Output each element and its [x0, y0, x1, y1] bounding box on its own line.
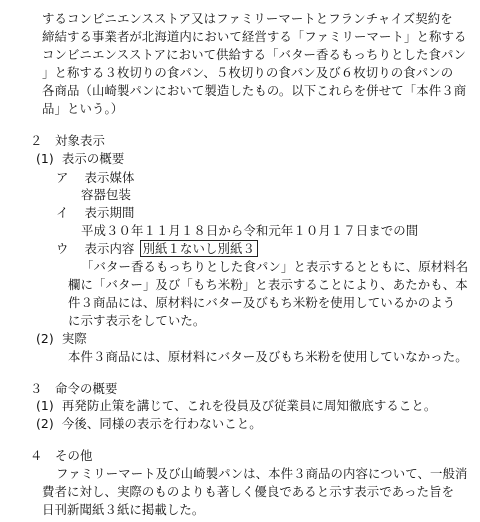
subsection-2-2-heading: [36, 331, 87, 347]
item-a-value: 容器包装: [81, 187, 131, 203]
item-i-heading: [56, 205, 135, 221]
subsection-2-1-title: 表示の概要: [61, 150, 125, 166]
subsection-2-1-label: (1): [36, 150, 54, 166]
item-u-title: 表示内容: [84, 241, 135, 257]
item-u-text-line-2: 欄に「バター」及び「もち米粉」と表示することにより、あたかも、本: [68, 276, 468, 292]
section-3-item-2-text: 今後、同様の表示を行わないこと。: [61, 416, 262, 432]
section-3-heading: ３ 命令の概要: [30, 380, 118, 396]
intro-line-5: 各商品（山崎製パンにおいて製造したもの。以下これらを併せて「本件３商: [42, 82, 467, 98]
subsection-2-2-label: (2): [36, 330, 54, 346]
item-u-boxed-reference: 別紙１ないし別紙３: [140, 240, 258, 257]
item-u-heading: [56, 241, 258, 257]
item-i-title: 表示期間: [84, 205, 135, 221]
subsection-2-2-title: 実際: [61, 330, 87, 346]
intro-line-6: 品」という。）: [42, 100, 124, 116]
intro-line-1: するコンビニエンスストア又はファミリーマートとフランチャイズ契約を: [42, 11, 453, 27]
section-3-item-1-text: 再発防止策を講じて、これを役員及び従業員に周知徹底すること。: [61, 398, 437, 414]
intro-line-4: 」と称する３枚切りの食パン、５枚切りの食パン及び６枚切りの食パンの: [42, 65, 454, 80]
item-u-text-line-4: に示す表示をしていた。: [68, 312, 206, 328]
section-4-line-1: ファミリーマート及び山崎製パンは、本件３商品の内容について、一般消: [56, 466, 468, 482]
item-i-value: 平成３０年１１月１８日から令和元年１０月１７日までの間: [81, 223, 419, 239]
subsection-2-1-heading: [36, 151, 124, 167]
section-3-item-1: [36, 398, 436, 414]
item-u-label: ウ: [56, 241, 69, 257]
item-u-text-line-3: 件３商品には、原材料にバター及びもち米粉を使用しているかのよう: [68, 294, 456, 310]
section-3-item-2-label: (2): [36, 416, 54, 432]
item-a-title: 表示媒体: [84, 169, 135, 185]
item-u-text-line-1: 「バター香るもっちりとした食パン」と表示するとともに、原材料名: [81, 259, 469, 274]
intro-line-3: コンビニエンスストアにおいて供給する「バター香るもっちりとした食パン: [42, 47, 466, 63]
section-3-item-2: [36, 416, 262, 432]
section-4-line-3: 日刊新聞紙３紙に掲載した。: [42, 502, 205, 517]
item-a-label: ア: [56, 169, 69, 185]
section-2-heading: ２ 対象表示: [30, 132, 105, 148]
subsection-2-2-text: 本件３商品には、原材料にバター及びもち米粉を使用していなかった。: [68, 348, 468, 364]
item-i-label: イ: [56, 205, 69, 221]
section-4-heading: ４ その他: [30, 448, 93, 464]
section-4-line-2: 費者に対し、実際のものよりも著しく優良であると示す表示であった旨を: [42, 484, 455, 500]
section-3-item-1-label: (1): [36, 398, 54, 414]
intro-line-2: 締結する事業者が北海道内において経営する「ファミリーマート」と称する: [42, 29, 467, 45]
item-a-heading: [56, 170, 135, 186]
